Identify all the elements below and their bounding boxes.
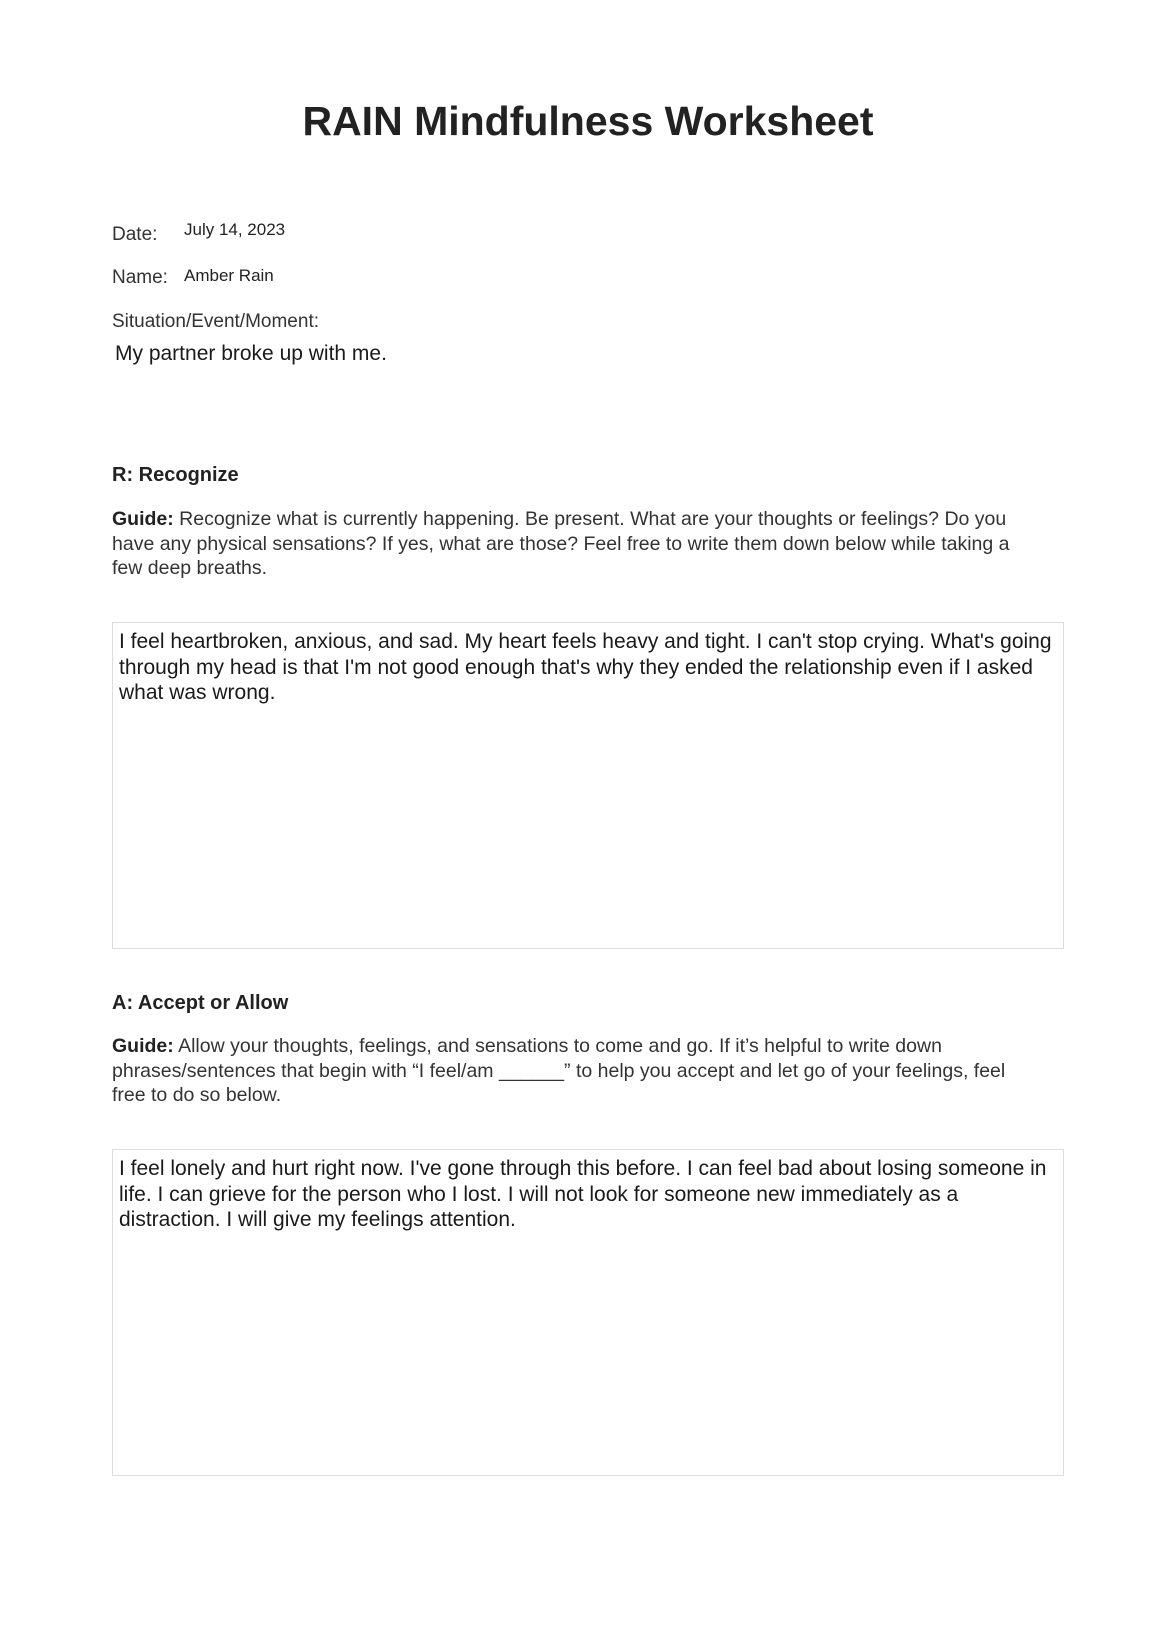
recognize-response-box[interactable]: I feel heartbroken, anxious, and sad. My heart feels heavy and tight. I can't stop crying. What's going through my head is that I'm not good enough that's why they ended the relationship even if I asked what was wrong. (112, 622, 1064, 949)
guide-text: Allow your thoughts, feelings, and sensations to come and go. If it’s helpful to write down phrases/sentences that begin with “I feel/am ______” to help you accept and let go of your feelings, feel free to do so below. (112, 1035, 1006, 1106)
accept-guide (112, 1034, 1042, 1108)
recognize-heading: R: Recognize (112, 464, 239, 486)
situation-field[interactable]: My partner broke up with me. (115, 342, 387, 365)
date-label: Date: (112, 224, 158, 245)
guide-label: Guide: (112, 1035, 174, 1057)
accept-response-box[interactable]: I feel lonely and hurt right now. I've gone through this before. I can feel bad about losing someone in life. I can grieve for the person who I lost. I will not look for someone new immediately as a distraction. I will give my feelings attention. (112, 1149, 1064, 1476)
accept-heading: A: Accept or Allow (112, 992, 289, 1014)
guide-text: Recognize what is currently happening. Be present. What are your thoughts or feelings? Do you have any physical sensations? If yes, what are those? Feel free to write them down below while taking a few deep breaths. (112, 508, 1010, 579)
date-field[interactable]: July 14, 2023 (184, 220, 286, 239)
name-label: Name: (112, 267, 168, 288)
recognize-guide (112, 507, 1042, 581)
situation-label: Situation/Event/Moment: (112, 311, 319, 332)
page-title: RAIN Mindfulness Worksheet (302, 98, 874, 144)
name-field[interactable]: Amber Rain (184, 266, 274, 285)
guide-label: Guide: (112, 508, 174, 530)
